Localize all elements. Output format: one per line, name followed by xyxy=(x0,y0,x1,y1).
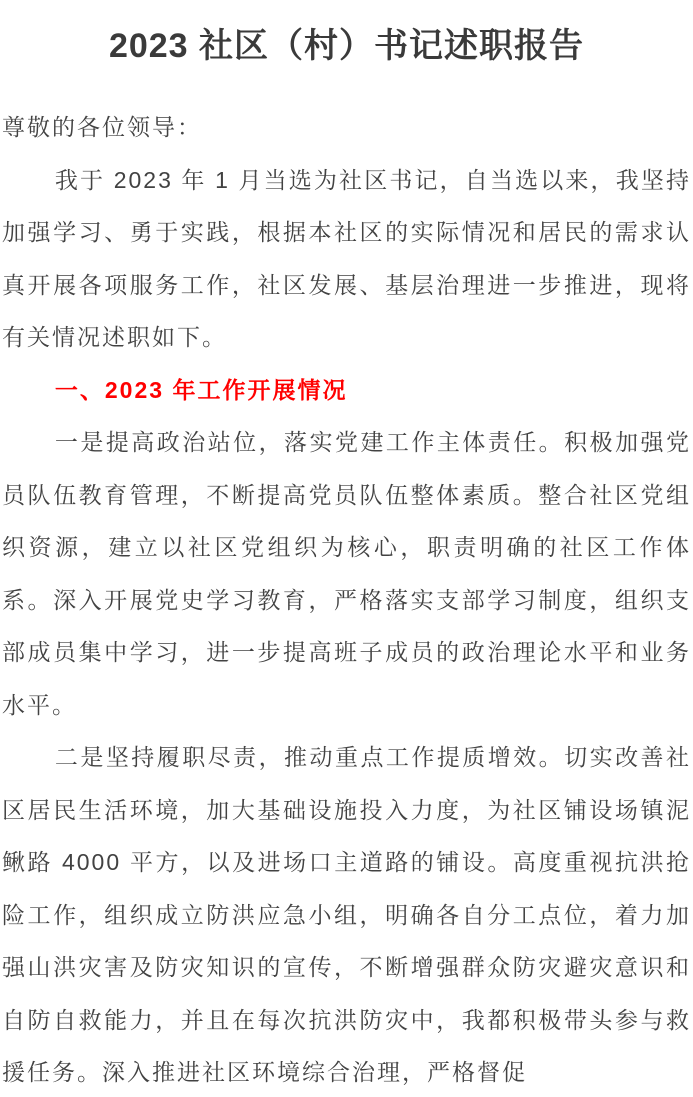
document-title: 2023 社区（村）书记述职报告 xyxy=(108,27,585,65)
document-body xyxy=(0,101,693,1097)
section-heading-1: 一、2023 年工作开展情况 xyxy=(54,376,348,403)
paragraph-intro: 我于 2023 年 1 月当选为社区书记，自当选以来，我坚持加强学习、勇于实践，根据本社区的实际情况和居民的需求认真开展各项服务工作，社区发展、基层治理进一步推进，现将有关情况述职如下。 xyxy=(2,166,691,350)
paragraph-point-2: 二是坚持履职尽责，推动重点工作提质增效。切实改善社区居民生活环境，加大基础设施投入力度，为社区铺设场镇泥鳅路 4000 平方，以及进场口主道路的铺设。高度重视抗洪抢险工作，组织成立防洪应急小组，明确各自分工点位，着力加强山洪灾害及防灾知识的宣传，不断增强群众防灾避灾意识和自防自救能力，并且在每次抗洪防灾中，我都积极带头参与救援任务。深入推进社区环境综合治理，严格督促 xyxy=(2,744,691,1085)
paragraph-point-1: 一是提高政治站位，落实党建工作主体责任。积极加强党员队伍教育管理，不断提高党员队伍整体素质。整合社区党组织资源，建立以社区党组织为核心，职责明确的社区工作体系。深入开展党史学习教育，严格落实支部学习制度，组织支部成员集中学习，进一步提高班子成员的政治理论水平和业务水平。 xyxy=(2,429,691,718)
salutation-line: 尊敬的各位领导： xyxy=(2,114,202,140)
